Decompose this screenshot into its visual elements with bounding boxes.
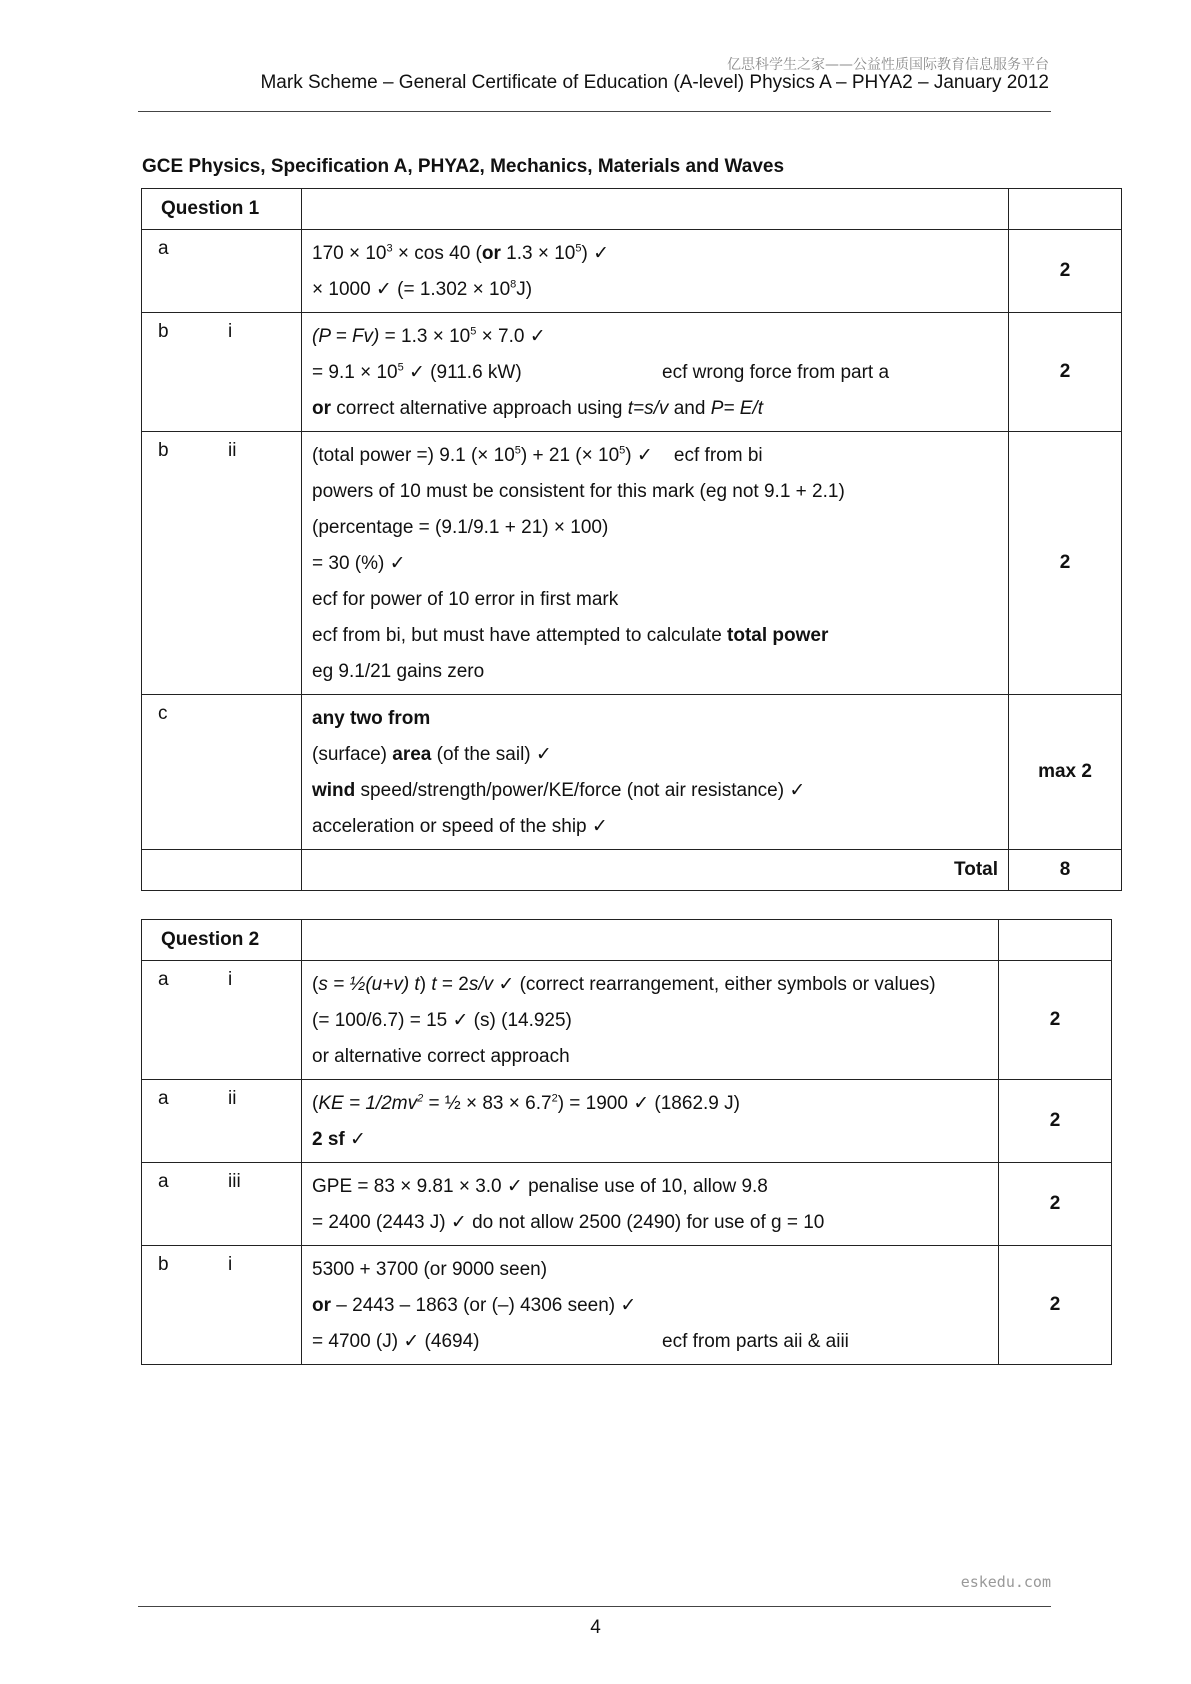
subpart-label: i	[228, 1254, 233, 1275]
total-label: Total	[302, 850, 1009, 891]
empty-cell	[302, 920, 999, 961]
table-row	[142, 695, 1122, 850]
footer-rule	[138, 1606, 1051, 1607]
marking-note: or alternative correct approach	[312, 1046, 570, 1067]
question-heading: Question 2	[142, 920, 302, 961]
marks-cell: 2	[1009, 230, 1122, 313]
answer-text: (total power =) 9.1 (× $10^5) + 21$ (× $10^5$) ✓ ecf from bi powers of 10 must be consistent for this mark (eg not 9.1 + 2.1) (percentage = (9.1/9.1 + 21) × 100) = 30 (%) ✓ ecf for power of 10 error in first mark ecf from bi, but must have attempted to calculate total power eg 9.1/21 gains zero	[302, 432, 1008, 694]
part-label: b	[158, 321, 169, 342]
answer-line: acceleration or speed of the ship ✓	[312, 816, 608, 837]
part-label: b	[158, 440, 169, 461]
subpart-label: ii	[228, 1088, 237, 1109]
part-label: a	[158, 969, 169, 990]
header-title: Mark Scheme – General Certificate of Education (A-level) Physics A – PHYA2 – January 2012	[260, 72, 1049, 93]
marks-cell: max 2	[1009, 695, 1122, 850]
table-row	[142, 1080, 1112, 1163]
marking-note: powers of 10 must be consistent for this mark (eg not 9.1 + 2.1)	[312, 481, 845, 502]
empty-cell	[1009, 189, 1122, 230]
table-header-row	[142, 189, 1122, 230]
total-value: 8	[1009, 850, 1122, 891]
marks-cell: 2	[999, 1246, 1112, 1365]
answer-line: = 4700 (J) ✓ (4694)	[312, 1331, 480, 1352]
answer-line: 5300 + 3700 (or 9000 seen)	[312, 1259, 548, 1280]
marking-note: ecf for power of 10 error in first mark	[312, 589, 619, 610]
marking-note: ecf wrong force from part a	[662, 362, 890, 383]
table-row	[142, 313, 1122, 432]
marking-note: ecf from parts aii & aiii	[662, 1331, 849, 1352]
marks-cell: 2	[999, 1163, 1112, 1246]
answer-line-bold: any two from	[312, 708, 431, 729]
answer-text: ($KE = 1/2mv^2$ = ½ × $83 \times 6.7^2) = 1900$ ✓ (1862.9 J) 2 sf ✓	[312, 1092, 740, 1150]
subpart-label: ii	[228, 440, 237, 461]
footer-logo: eskedu.com	[960, 1573, 1051, 1591]
part-label: c	[158, 703, 168, 724]
part-label: a	[158, 1088, 169, 1109]
part-label: b	[158, 1254, 169, 1275]
marking-note-bold: total power	[727, 625, 829, 646]
header-rule	[138, 111, 1051, 112]
marks-cell: 2	[1009, 432, 1122, 695]
table-row	[142, 1246, 1112, 1365]
table-row	[142, 230, 1122, 313]
answer-text: any two from (surface) area (of the sail) ✓ wind speed/strength/power/KE/force (not air resistance) ✓ acceleration or speed of the ship ✓	[302, 695, 1008, 849]
empty-cell	[142, 850, 302, 891]
answer-line: GPE = 83 × 9.81 × 3.0 ✓ penalise use of 10, allow 9.8	[312, 1176, 768, 1197]
empty-cell	[999, 920, 1112, 961]
page-number: 4	[590, 1617, 601, 1638]
answer-text: 5300 + 3700 (or 9000 seen) or – 2443 – 1863 (or (–) 4306 seen) ✓ = 4700 (J) ✓ (4694) ecf from parts aii & aiii	[302, 1246, 998, 1364]
answer-text: (s = ½(u+v) t) t = 2s/v ✓ (correct rearrangement, either symbols or values) (= 100/6.7) = 15 ✓ (s) (14.925) or alternative correct approach	[302, 961, 998, 1079]
part-label: a	[158, 238, 169, 259]
part-label: a	[158, 1171, 169, 1192]
subpart-label: i	[228, 321, 233, 342]
marks-cell: 2	[999, 961, 1112, 1080]
marking-note: ecf from bi, but must have attempted to calculate	[312, 625, 728, 646]
empty-cell	[302, 189, 1009, 230]
answer-line: (percentage = (9.1/9.1 + 21) × 100)	[312, 517, 609, 538]
table-row	[142, 1163, 1112, 1246]
answer-text: $(P = Fv) = 1.3 \times 10^5 \times 7.0$ ✓ = $9.1 \times 10^5$ ✓ (911.6 kW) ecf wrong force from part a or correct alternative approach using t=s/v and P= E/t	[312, 325, 890, 419]
answer-text	[302, 1163, 998, 1245]
question-2-table	[141, 919, 1112, 1365]
table-header-row	[142, 920, 1112, 961]
header-watermark: 亿思科学生之家——公益性质国际教育信息服务平台	[727, 57, 1049, 73]
subpart-label: i	[228, 969, 233, 990]
section-title: GCE Physics, Specification A, PHYA2, Mechanics, Materials and Waves	[142, 156, 785, 177]
answer-line: (= 100/6.7) = 15 ✓ (s) (14.925)	[312, 1010, 572, 1031]
table-row	[142, 432, 1122, 695]
question-heading: Question 1	[142, 189, 302, 230]
answer-line: = 2400 (2443 J) ✓ do not allow 2500 (2490) for use of g = 10	[312, 1212, 825, 1233]
marks-cell: 2	[1009, 313, 1122, 432]
marks-cell: 2	[999, 1080, 1112, 1163]
question-1-table	[141, 188, 1122, 891]
total-row	[142, 850, 1122, 891]
table-row	[142, 961, 1112, 1080]
marking-note: ecf from bi	[673, 445, 763, 466]
subpart-label: iii	[228, 1171, 241, 1192]
marking-note: eg 9.1/21 gains zero	[312, 661, 485, 682]
answer-text: $170 \times 10^3 \times \cos 40$ (or $1.3 \times 10^5$) ✓ × 1000 ✓ (= $1.302 \times 10^8J$)	[312, 242, 610, 300]
